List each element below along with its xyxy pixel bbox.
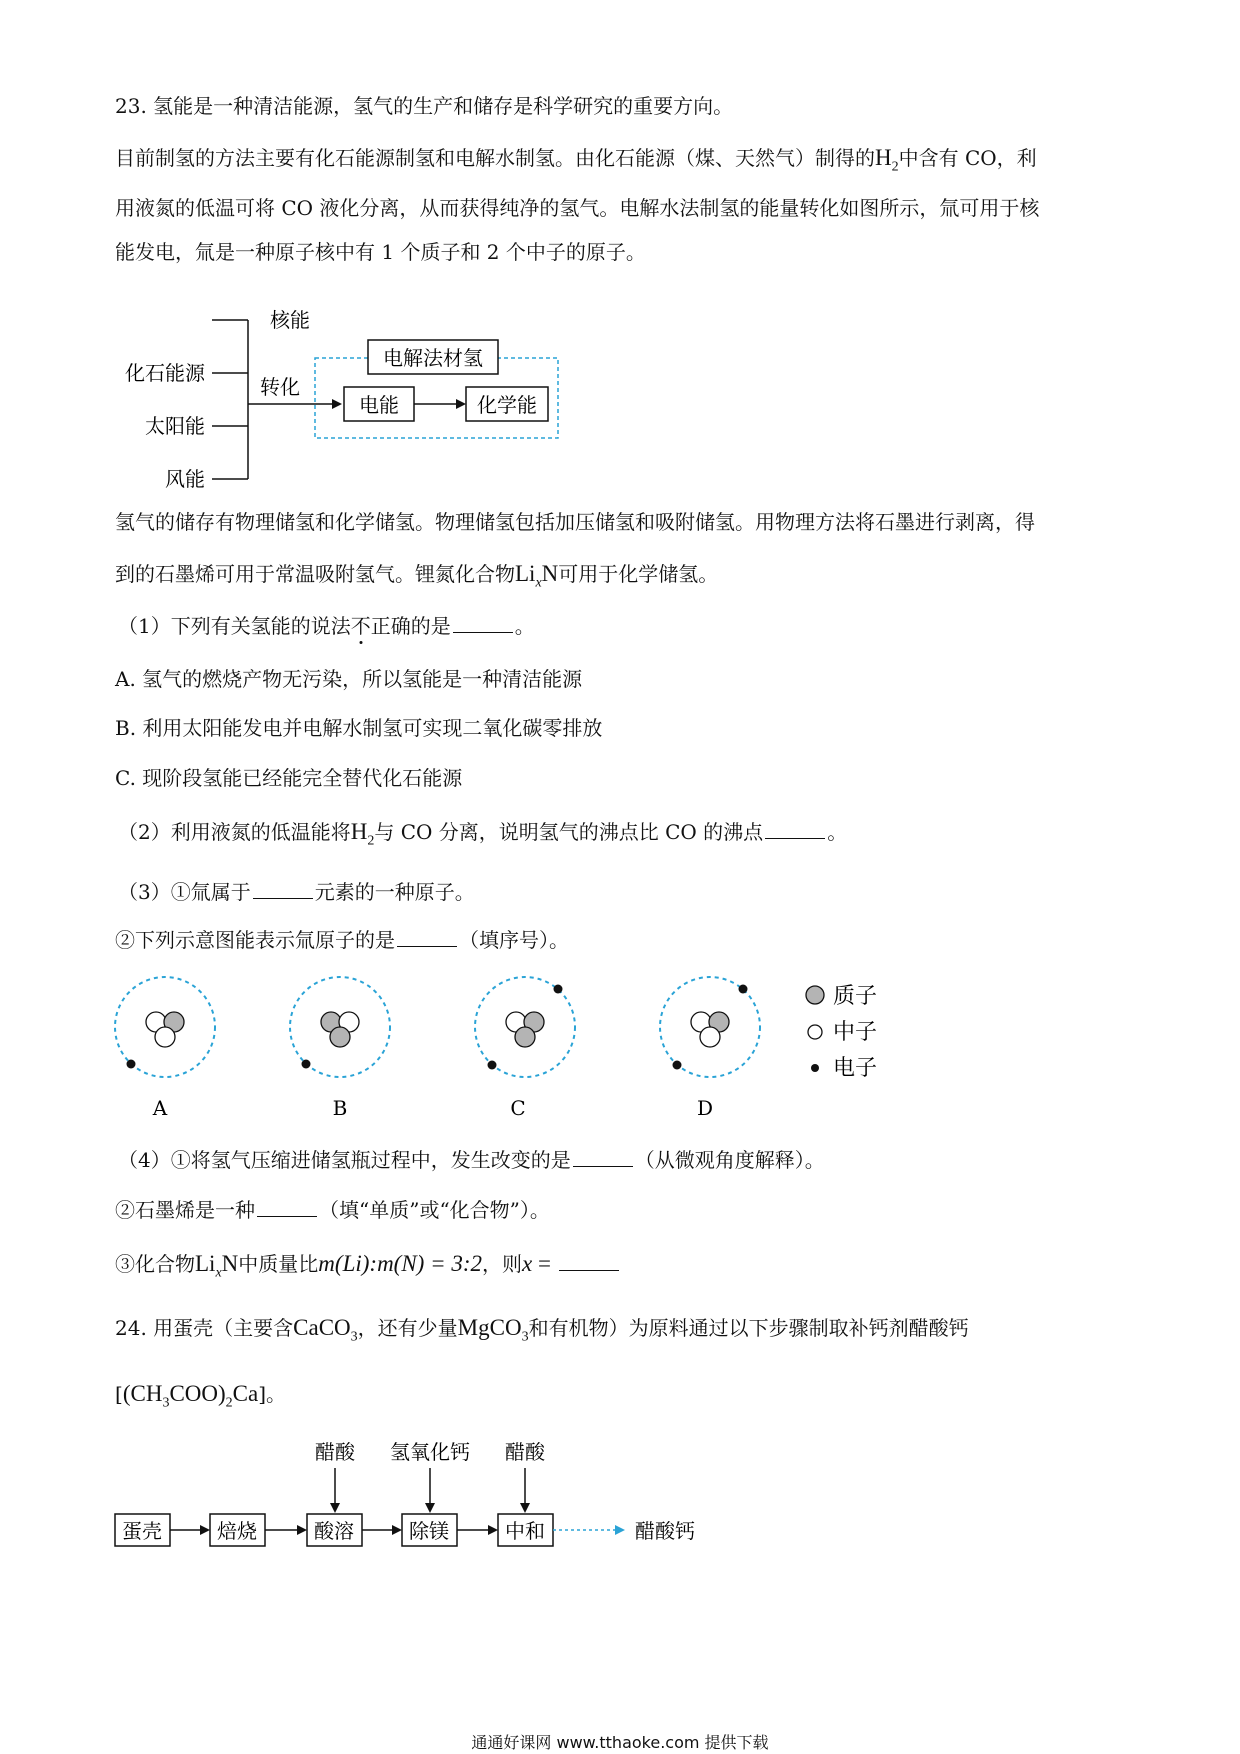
arrow-icon	[520, 1503, 530, 1513]
answer-blank[interactable]	[559, 1252, 619, 1271]
emphasis-not: 不	[350, 614, 371, 638]
h2-formula: $H_2$	[875, 145, 899, 175]
bracket-lines	[212, 320, 332, 479]
arrow-icon	[425, 1503, 435, 1513]
sub-question-3: （3）①氚属于 元素的一种原子。	[118, 880, 475, 904]
mass-ratio: m(Li):m(N) = 3:2	[318, 1251, 483, 1276]
atom-label-b: B	[332, 1096, 348, 1120]
h2-formula: $H_2$	[350, 819, 375, 849]
sub-question-4-part-2: ②石墨烯是一种 （填“单质”或“化合物”）。	[115, 1198, 550, 1222]
product-calcium-acetate: 醋酸钙	[635, 1519, 695, 1543]
electron-icon	[739, 985, 748, 994]
electric-energy-label: 电能	[359, 393, 399, 417]
answer-blank[interactable]	[253, 880, 313, 899]
neutron-icon	[808, 1025, 822, 1039]
electron-icon	[554, 985, 563, 994]
input-acetic-acid-1: 醋酸	[315, 1440, 355, 1464]
electron-icon	[811, 1064, 819, 1072]
answer-blank[interactable]	[453, 614, 513, 633]
source-fossil: 化石能源	[125, 361, 205, 385]
arrow-icon	[332, 399, 342, 409]
method-label: 电解法材氢	[383, 346, 483, 370]
option-a: A. 氢气的燃烧产物无污染，所以氢能是一种清洁能源	[115, 667, 583, 691]
option-b: B. 利用太阳能发电并电解水制氢可实现二氧化碳零排放	[115, 716, 603, 740]
q23-text: 中含有 CO，利	[898, 146, 1037, 170]
arrow-icon	[200, 1525, 210, 1535]
atom-a	[115, 977, 215, 1077]
proton-icon	[806, 986, 824, 1004]
electron-icon	[488, 1061, 497, 1070]
sub-question-3-part-2: ②下列示意图能表示氚原子的是 （填序号）。	[115, 928, 569, 952]
input-calcium-hydroxide: 氢氧化钙	[390, 1440, 470, 1464]
source-wind: 风能	[165, 467, 205, 491]
energy-conversion-diagram	[100, 300, 580, 500]
electron-icon	[673, 1061, 682, 1070]
q23-paragraph-line: 到的石墨烯可用于常温吸附氢气。锂氮化合物$Li_xN$可用于化学储氢。	[115, 561, 719, 591]
answer-blank[interactable]	[765, 820, 825, 839]
atom-c	[475, 977, 575, 1077]
atom-b	[290, 977, 390, 1077]
page-footer: 通通好课网 www.tthaoke.com 提供下载	[471, 1733, 769, 1752]
caco3-formula: CaCO$_3$	[293, 1315, 358, 1345]
electron-icon	[127, 1060, 136, 1069]
calcium-acetate-formula: $(CH_3COO)_2Ca$	[122, 1381, 259, 1411]
arrow-icon	[615, 1525, 625, 1535]
q24-title: 24. 用蛋壳（主要含CaCO$_3$，还有少量MgCO$_3$和有机物）为原料通过以下步骤制取补钙剂醋酸钙	[115, 1315, 969, 1345]
q23-title: 23. 氢能是一种清洁能源，氢气的生产和储存是科学研究的重要方向。	[115, 94, 734, 118]
arrow-icon	[392, 1525, 402, 1535]
li-x-n-formula: $Li_xN$	[195, 1251, 239, 1281]
q23-paragraph-line: 氢气的储存有物理储氢和化学储氢。物理储氢包括加压储氢和吸附储氢。用物理方法将石墨进行剥离，得	[115, 510, 1035, 534]
answer-blank[interactable]	[397, 928, 457, 947]
convert-label: 转化	[260, 375, 300, 399]
atom-legend	[806, 984, 877, 1081]
step-remove-mg: 除镁	[409, 1519, 449, 1543]
legend-neutron: 中子	[833, 1020, 878, 1045]
step-neutralize: 中和	[505, 1519, 545, 1543]
li-x-n-formula: $Li_xN$	[515, 561, 559, 591]
arrow-icon	[297, 1525, 307, 1535]
process-flow-chart	[100, 1432, 740, 1552]
atom-label-d: D	[696, 1096, 714, 1120]
sub-question-2: （2）利用液氮的低温能将$H_2$与 CO 分离，说明氢气的沸点比 CO 的沸点 。	[118, 819, 848, 849]
q23-paragraph-line	[115, 144, 1037, 182]
sub-question-4-part-3: ③化合物$Li_xN$中质量比m(Li):m(N) = 3:2，则x =	[115, 1250, 621, 1288]
mgco3-formula: MgCO$_3$	[457, 1315, 529, 1345]
q23-paragraph-line: 能发电，氚是一种原子核中有 1 个质子和 2 个中子的原子。	[115, 240, 646, 264]
source-solar: 太阳能	[145, 414, 205, 438]
arrow-icon	[488, 1525, 498, 1535]
electron-icon	[302, 1060, 311, 1069]
input-acetic-acid-2: 醋酸	[505, 1440, 545, 1464]
arrow-icon	[330, 1503, 340, 1513]
source-nuclear: 核能	[270, 308, 310, 332]
legend-electron: 电子	[833, 1056, 878, 1081]
step-acid-dissolve: 酸溶	[314, 1519, 354, 1543]
arrow-icon	[456, 399, 466, 409]
step-eggshell: 蛋壳	[122, 1519, 162, 1543]
sub-question-1: （1）下列有关氢能的说法不正确的是 。	[118, 614, 535, 638]
legend-proton: 质子	[833, 984, 878, 1009]
q23-paragraph-line: 用液氮的低温可将 CO 液化分离，从而获得纯净的氢气。电解水法制氢的能量转化如图所示，氚可用于核	[115, 196, 1040, 220]
step-roast: 焙烧	[217, 1519, 257, 1543]
atom-d	[660, 977, 760, 1077]
chemical-energy-label: 化学能	[477, 393, 537, 417]
atom-label-c: C	[510, 1096, 526, 1120]
q23-text: 目前制氢的方法主要有化石能源制氢和电解水制氢。由化石能源（煤、天然气）制得的	[115, 146, 875, 170]
answer-blank[interactable]	[573, 1148, 633, 1167]
atom-label-a: A	[152, 1096, 168, 1120]
q24-formula-line: $[(CH_3COO)_2Ca]$。	[115, 1381, 287, 1411]
atom-diagrams	[100, 975, 900, 1130]
sub-question-4: （4）①将氢气压缩进储氢瓶过程中，发生改变的是 （从微观角度解释）。	[118, 1148, 825, 1172]
answer-blank[interactable]	[257, 1198, 317, 1217]
option-c: C. 现阶段氢能已经能完全替代化石能源	[115, 766, 463, 790]
